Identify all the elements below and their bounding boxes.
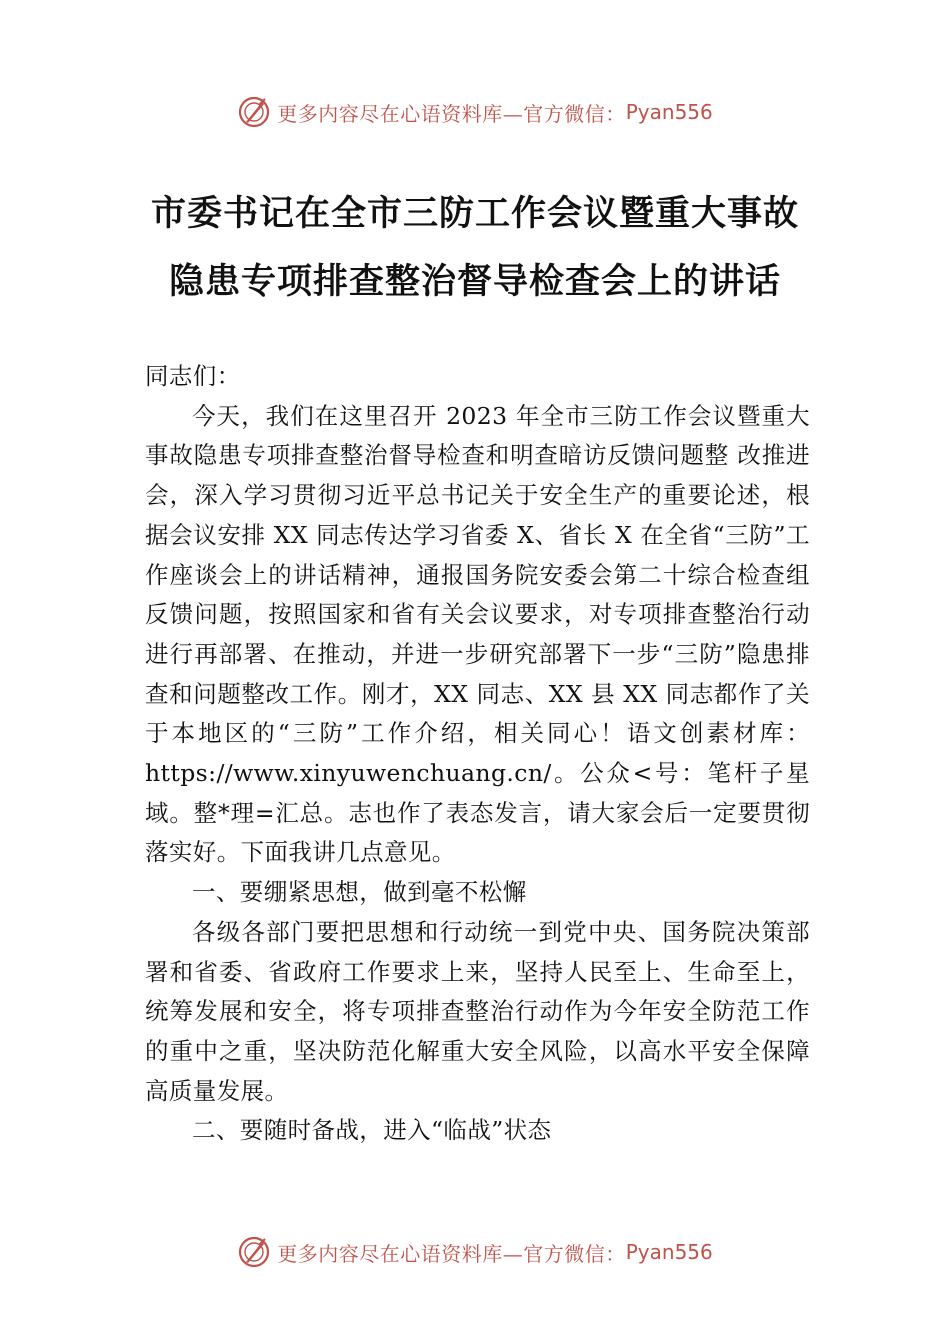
header-watermark-banner <box>0 92 950 132</box>
document-body <box>145 357 810 1151</box>
document-title <box>0 180 950 316</box>
quill-logo-icon <box>237 1235 271 1269</box>
banner-text: 更多内容尽在心语资料库—官方微信： <box>277 1241 626 1266</box>
banner-wechat-id: Pyan556 <box>625 100 713 124</box>
title-line-1: 市委书记在全市三防工作会议暨重大事故 <box>150 194 799 234</box>
paragraph-1: 今天，我们在这里召开 2023 年全市三防工作会议暨重大事故隐患专项排查整治督导检查和明查暗访反馈问题整 改推进会，深入学习贯彻习近平总书记关于安全生产的重要论述，根据会议安排 XX 同志传达学习省委 X、省长 X 在全省“三防”工作座谈会上的讲话精神，通报国务院安委会第二十综合检查组反馈问题，按照国家和省有关会议要求，对专项排查整治行动进行再部署、在推动，并进一步研究部署下一步“三防”隐患排查和问题整改工作。刚才，XX 同志、XX 县 XX 同志都作了关于本地区的“三防”工作介绍，相关同心！语文创素材库：https://www.xinyuwenchuang.cn/。公众<号：笔杆子星域。整*理=汇总。志也作了表态发言，请大家会后一定要贯彻落实好。下面我讲几点意见。 <box>145 401 810 867</box>
salutation: 同志们： <box>145 362 241 390</box>
section-heading-2: 二、要随时备战，进入“临战”状态 <box>192 1116 552 1145</box>
footer-watermark-banner <box>0 1232 950 1272</box>
title-line-2: 隐患专项排查整治督导检查会上的讲话 <box>168 262 781 302</box>
quill-logo-icon <box>237 95 271 129</box>
paragraph-2: 各级各部门要把思想和行动统一到党中央、国务院决策部署和省委、省政府工作要求上来，坚持人民至上、生命至上，统筹发展和安全，将专项排查整治行动作为今年安全防范工作的重中之重，坚决防范化解重大安全风险，以高水平安全保障高质量发展。 <box>145 917 810 1105</box>
banner-wechat-id: Pyan556 <box>625 1240 713 1264</box>
section-heading-1: 一、要绷紧思想，做到毫不松懈 <box>192 878 527 907</box>
banner-text: 更多内容尽在心语资料库—官方微信： <box>277 101 626 126</box>
